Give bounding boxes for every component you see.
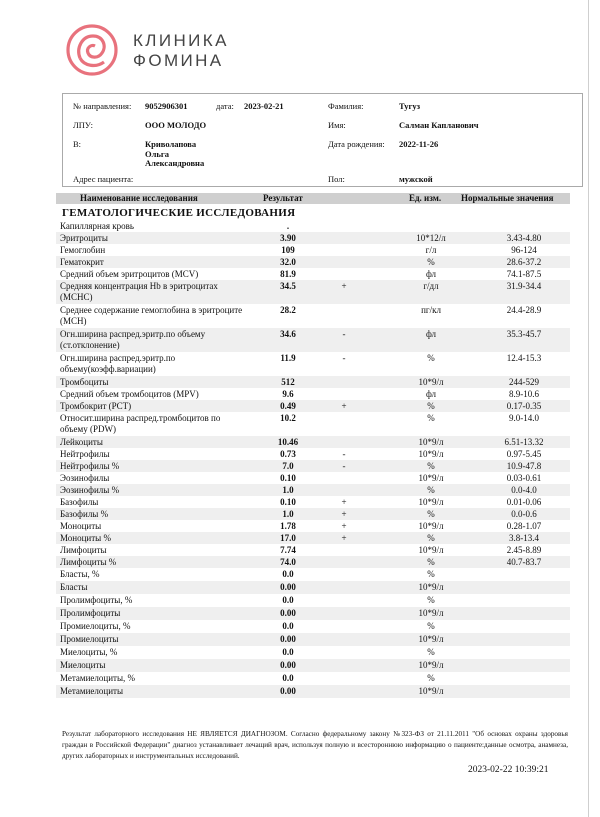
test-unit: % <box>427 257 435 267</box>
clinic-name-line1: КЛИНИКА <box>133 31 229 50</box>
test-reference: 12.4-15.3 <box>506 353 542 363</box>
test-name: Базофилы <box>60 497 99 507</box>
test-unit: 10*12/л <box>416 233 446 243</box>
clinic-name-line2: ФОМИНА <box>133 51 224 70</box>
test-unit: % <box>427 413 435 423</box>
test-name: Нейтрофилы <box>60 449 110 459</box>
table-row <box>56 268 570 280</box>
test-name: Моноциты <box>60 521 102 531</box>
table-row <box>56 484 570 496</box>
test-result: 28.2 <box>280 305 296 315</box>
table-row <box>56 328 570 352</box>
test-reference: 0.28-1.07 <box>506 521 542 531</box>
test-result: 0.00 <box>280 634 296 644</box>
test-unit: % <box>427 557 435 567</box>
test-flag: + <box>341 401 347 411</box>
test-reference: 2.45-8.89 <box>506 545 542 555</box>
test-name: Тромбокрит (PCT) <box>60 401 132 411</box>
table-row <box>56 244 570 256</box>
table-row <box>56 376 570 388</box>
test-unit: % <box>427 595 435 605</box>
doctor-line2: Ольга <box>145 149 169 159</box>
test-unit: % <box>427 485 435 495</box>
test-result: 10.46 <box>277 437 299 447</box>
test-name: Огн.ширина распред.эритр.по объему(коэфф.вариации) <box>60 353 176 374</box>
test-flag: - <box>342 449 346 459</box>
table-row <box>56 436 570 448</box>
clinic-name <box>133 31 229 71</box>
lpu-value: ООО МОЛОДО <box>145 120 207 130</box>
test-unit: фл <box>425 389 437 399</box>
test-name: Гемоглобин <box>60 245 106 255</box>
disclaimer-text: Результат лабораторного исследования НЕ ЯВЛЯЕТСЯ ДИАГНОЗОМ. Согласно федеральному закону №323-ФЗ от 21.11.2011 "Об основах охраны здоровья граждан в Российской Федерации" диагноз устанавливает лечащий врач, используя полную и всестороннюю информацию о пациенте:данные осмотра, анамнеза, других лабораторных и инструментальных исследований. <box>62 730 568 760</box>
test-name: Средняя концентрация Hb в эритроцитах (MCHC) <box>60 281 218 302</box>
test-name: Метамиелоциты <box>60 686 124 696</box>
table-row <box>56 256 570 268</box>
sex-label: Пол: <box>328 174 345 184</box>
test-result: 11.9 <box>280 353 296 363</box>
referral-number: 9052906301 <box>145 101 188 111</box>
test-result: 0.10 <box>280 473 296 483</box>
table-row <box>56 685 570 698</box>
test-name: Моноциты % <box>60 533 111 543</box>
table-row <box>56 388 570 400</box>
table-row <box>56 412 570 436</box>
test-name: Пролимфоциты, % <box>60 595 133 605</box>
doctor-line1: Криволапова <box>145 139 197 149</box>
test-unit: 10*9/л <box>418 686 444 696</box>
test-unit: 10*9/л <box>418 377 444 387</box>
test-unit: фл <box>425 329 437 339</box>
test-flag: + <box>341 521 347 531</box>
test-name: Бласты <box>60 582 88 592</box>
test-reference: 0.0-4.0 <box>511 485 537 495</box>
test-unit: % <box>427 621 435 631</box>
birth-value: 2022-11-26 <box>399 139 439 149</box>
test-unit: % <box>427 569 435 579</box>
test-unit: 10*9/л <box>418 497 444 507</box>
table-row <box>56 532 570 544</box>
table-row <box>56 448 570 460</box>
table-row <box>56 672 570 685</box>
surname-value: Тугуз <box>399 101 421 111</box>
test-name: Эритроциты <box>60 233 108 243</box>
test-reference: 24.4-28.9 <box>506 305 542 315</box>
test-flag: - <box>342 353 346 363</box>
test-unit: % <box>427 647 435 657</box>
test-result: 0.10 <box>280 497 296 507</box>
test-result: 0.0 <box>282 647 294 657</box>
test-unit: 10*9/л <box>418 437 444 447</box>
test-result: 0.00 <box>280 582 296 592</box>
address-label: Адрес пациента: <box>73 174 134 184</box>
test-name: Промиелоциты, % <box>60 621 131 631</box>
test-name: Эозинофилы <box>60 473 110 483</box>
patient-info-box <box>62 93 583 187</box>
test-reference: 31.9-34.4 <box>506 281 542 291</box>
test-result: 7.0 <box>282 461 294 471</box>
test-result: 0.0 <box>282 673 294 683</box>
test-unit: 10*9/л <box>418 660 444 670</box>
test-name: Нейтрофилы % <box>60 461 120 471</box>
test-reference: 40.7-83.7 <box>506 557 542 567</box>
table-row <box>56 220 570 232</box>
test-unit: фл <box>425 269 437 279</box>
table-row <box>56 659 570 672</box>
test-name: Лейкоциты <box>60 437 103 447</box>
test-flag: + <box>341 533 347 543</box>
test-name: Бласты, % <box>60 569 100 579</box>
test-flag: + <box>341 281 347 291</box>
test-result: 34.6 <box>280 329 296 339</box>
table-row <box>56 460 570 472</box>
test-result: 10.2 <box>280 413 296 423</box>
name-label: Имя: <box>328 120 346 130</box>
test-name: Огн.ширина распред.эритр.по объему (ст.отклонение) <box>60 329 206 350</box>
test-reference: 244-529 <box>509 377 539 387</box>
table-row <box>56 556 570 568</box>
table-row <box>56 352 570 376</box>
test-name: Средний объем эритроцитов (MCV) <box>60 269 199 279</box>
table-row <box>56 633 570 646</box>
test-result: 512 <box>281 377 295 387</box>
test-result: 3.90 <box>280 233 296 243</box>
test-unit: % <box>427 509 435 519</box>
test-result: 74.0 <box>280 557 296 567</box>
test-result: 81.9 <box>280 269 296 279</box>
test-unit: % <box>427 401 435 411</box>
test-reference: 0.03-0.61 <box>506 473 542 483</box>
test-unit: 10*9/л <box>418 608 444 618</box>
table-row <box>56 520 570 532</box>
test-reference: 28.6-37.2 <box>506 257 542 267</box>
test-reference: 6.51-13.32 <box>504 437 544 447</box>
test-flag: - <box>342 329 346 339</box>
test-name: Эозинофилы % <box>60 485 120 495</box>
referral-date: 2023-02-21 <box>244 101 284 111</box>
test-result: 0.0 <box>282 621 294 631</box>
table-row <box>56 568 570 581</box>
referral-label: № направления: <box>73 101 132 111</box>
test-unit: г/л <box>425 245 437 255</box>
test-result: 1.78 <box>280 521 296 531</box>
test-name: Миелоциты, % <box>60 647 118 657</box>
test-reference: 10.9-47.8 <box>506 461 542 471</box>
test-result: 109 <box>281 245 295 255</box>
results-table-header <box>56 193 570 204</box>
sex-value: мужской <box>399 174 433 184</box>
report-timestamp: 2023-02-22 10:39:21 <box>468 765 549 775</box>
test-unit: 10*9/л <box>418 634 444 644</box>
test-result: 1.0 <box>282 509 294 519</box>
table-row <box>56 607 570 620</box>
test-result: 0.49 <box>280 401 296 411</box>
test-unit: % <box>427 353 435 363</box>
test-result: 32.0 <box>280 257 296 267</box>
test-result: 0.0 <box>282 595 294 605</box>
test-unit: % <box>427 461 435 471</box>
table-row <box>56 508 570 520</box>
test-reference: 74.1-87.5 <box>506 269 542 279</box>
test-name: Метамиелоциты, % <box>60 673 136 683</box>
test-reference: 96-124 <box>511 245 537 255</box>
test-result: 34.5 <box>280 281 296 291</box>
test-result: 9.6 <box>282 389 294 399</box>
test-result: 0.00 <box>280 660 296 670</box>
test-result: . <box>286 221 290 231</box>
birth-label: Дата рождения: <box>328 139 385 149</box>
clinic-emblem-icon <box>68 26 116 74</box>
test-result: 7.74 <box>280 545 296 555</box>
test-reference: 9.0-14.0 <box>509 413 539 423</box>
test-name: Гематокрит <box>60 257 104 267</box>
test-unit: % <box>427 673 435 683</box>
test-reference: 0.01-0.06 <box>506 497 542 507</box>
test-unit: г/дл <box>423 281 439 291</box>
test-result: 0.00 <box>280 608 296 618</box>
name-value: Салман Капланович <box>399 120 479 130</box>
test-flag: + <box>341 497 347 507</box>
col-unit-header: Ед. изм. <box>409 193 442 203</box>
test-name: Лимфоциты <box>60 545 107 555</box>
test-result: 17.0 <box>280 533 296 543</box>
test-reference: 35.3-45.7 <box>506 329 542 339</box>
table-row <box>56 400 570 412</box>
table-row <box>56 544 570 556</box>
test-name: Относит.ширина распред.тромбоцитов по объему (PDW) <box>60 413 221 434</box>
table-row <box>56 594 570 607</box>
table-row <box>56 280 570 304</box>
test-name: Капиллярная кровь <box>60 221 134 231</box>
test-flag: - <box>342 461 346 471</box>
section-title: ГЕМАТОЛОГИЧЕСКИЕ ИССЛЕДОВАНИЯ <box>62 207 296 219</box>
test-result: 0.73 <box>280 449 296 459</box>
page-edge-line <box>588 0 589 817</box>
test-name: Базофилы % <box>60 509 109 519</box>
test-result: 1.0 <box>282 485 294 495</box>
col-ref-header: Нормальные значения <box>461 193 554 203</box>
test-reference: 8.9-10.6 <box>509 389 539 399</box>
date-label: дата: <box>216 101 234 111</box>
test-reference: 3.43-4.80 <box>506 233 542 243</box>
table-row <box>56 496 570 508</box>
test-name: Лимфоциты % <box>60 557 117 567</box>
col-name-header: Наименование исследования <box>80 193 198 203</box>
test-name: Тромбоциты <box>60 377 109 387</box>
table-row <box>56 581 570 594</box>
test-reference: 0.0-0.6 <box>511 509 537 519</box>
table-row <box>56 472 570 484</box>
surname-label: Фамилия: <box>328 101 364 111</box>
lpu-label: ЛПУ: <box>73 120 93 130</box>
test-unit: 10*9/л <box>418 449 444 459</box>
test-unit: % <box>427 533 435 543</box>
doctor-label: В: <box>73 139 82 149</box>
test-unit: 10*9/л <box>418 473 444 483</box>
table-row <box>56 620 570 633</box>
table-row <box>56 646 570 659</box>
test-reference: 3.8-13.4 <box>509 533 539 543</box>
test-result: 0.0 <box>282 569 294 579</box>
test-reference: 0.97-5.45 <box>506 449 542 459</box>
test-name: Средний объем тромбоцитов (MPV) <box>60 389 199 399</box>
test-unit: 10*9/л <box>418 582 444 592</box>
test-result: 0.00 <box>280 686 296 696</box>
test-name: Среднее содержание гемоглобина в эритроците (MCH) <box>60 305 243 326</box>
doctor-line3: Александровна <box>145 158 205 168</box>
table-row <box>56 232 570 244</box>
test-reference: 0.17-0.35 <box>506 401 542 411</box>
table-row <box>56 304 570 328</box>
test-unit: пг/кл <box>421 305 441 315</box>
col-result-header: Результат <box>263 193 303 203</box>
test-name: Промиелоциты <box>60 634 119 644</box>
test-name: Миелоциты <box>60 660 106 670</box>
test-flag: + <box>341 509 347 519</box>
test-unit: 10*9/л <box>418 521 444 531</box>
test-name: Пролимфоциты <box>60 608 121 618</box>
test-unit: 10*9/л <box>418 545 444 555</box>
